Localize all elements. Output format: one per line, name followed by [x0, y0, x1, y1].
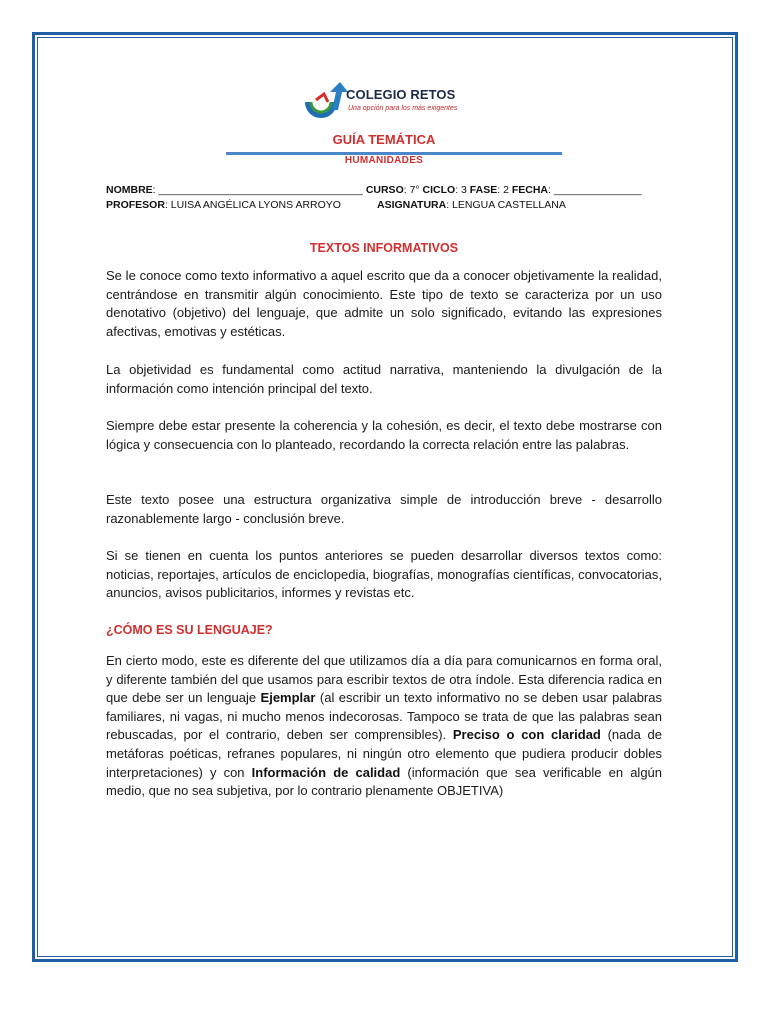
asignatura-value: : LENGUA CASTELLANA [446, 199, 566, 211]
profesor-value: : LUISA ANGÉLICA LYONS ARROYO [164, 199, 341, 211]
school-tagline: Una opción para los más exigentes [348, 105, 458, 112]
profesor-label: PROFESOR [106, 199, 165, 211]
language-text-3: (nada de metáforas poéticas, refranes populares, ni ningún otro elemento que pudiera producir dobles interpretaciones) y con [106, 727, 663, 780]
paragraph-structure: Este texto posee una estructura organizativa simple de introducción breve - desarrollo razonablemente largo - conclusión breve. [106, 492, 662, 526]
paragraph-coherence: Siempre debe estar presente la coherencia y la cohesión, es decir, el texto debe mostrarse con lógica y consecuencia con lo planteado, recordando la correcta relación entre las palabras. [106, 418, 662, 452]
asignatura-label: ASIGNATURA [376, 199, 447, 211]
language-text-2: (al escribir un texto informativo no se deben usar palabras familiares, ni vagas, ni mucho menos indecorosas. Tampoco se trata de que las palabras sean rebuscadas, por el contrario, deben ser comprensibles). [106, 690, 662, 743]
fecha-field: : _______________ [548, 184, 642, 196]
curso-value: : 7° [403, 184, 423, 196]
subject-area: HUMANIDADES [344, 155, 424, 166]
language-text-4: (información que sea verificable en algún medio, que no sea subjetiva, por lo contrario plenamente OBJETIVA) [106, 764, 663, 799]
ciclo-label: CICLO [422, 184, 456, 196]
ciclo-value: : 3 [455, 184, 470, 196]
language-text-1: En cierto modo, este es diferente del que utilizamos día a día para comunicarnos en forma oral, y diferente también del que usamos para escribir textos de otra índole. Esta diferencia radica en que debe ser un lenguaje [106, 653, 662, 706]
term-informacion: Información de calidad [251, 764, 401, 780]
section-heading-textos-informativos: TEXTOS INFORMATIVOS [309, 241, 459, 255]
guide-title: GUÍA TEMÁTICA [332, 132, 436, 147]
term-ejemplar: Ejemplar [260, 690, 316, 706]
nombre-label: NOMBRE [106, 184, 153, 196]
term-preciso: Preciso o con claridad [452, 727, 601, 743]
fecha-label: FECHA [511, 184, 548, 196]
fase-label: FASE [469, 184, 498, 196]
paragraph-objectivity: La objetividad es fundamental como actitud narrativa, manteniendo la divulgación de la información como intención principal del texto. [106, 362, 662, 396]
paragraph-language [106, 652, 662, 801]
teacher-info-line [106, 199, 566, 211]
student-info-line [106, 184, 641, 196]
school-name: COLEGIO RETOS [346, 87, 456, 102]
nombre-field: : ___________________________________ [152, 184, 366, 196]
paragraph-examples: Si se tienen en cuenta los puntos anteriores se pueden desarrollar diversos textos como: noticias, reportajes, artículos de enciclopedia, biografías, monografías científicas, convocatorias, anuncios, avisos publicitarios, informes y revistas etc. [106, 548, 662, 601]
fase-value: : 2 [497, 184, 512, 196]
section-heading-lenguaje: ¿CÓMO ES SU LENGUAJE? [106, 623, 273, 637]
paragraph-definition: Se le conoce como texto informativo a aquel escrito que da a conocer objetivamente la realidad, centrándose en transmitir algún conocimiento. Este tipo de texto se caracteriza por un uso denotativo (objetivo) del lenguaje, que admite un solo significado, evitando las expresiones afectivas, emotivas y estéticas. [106, 268, 662, 339]
curso-label: CURSO [365, 184, 404, 196]
